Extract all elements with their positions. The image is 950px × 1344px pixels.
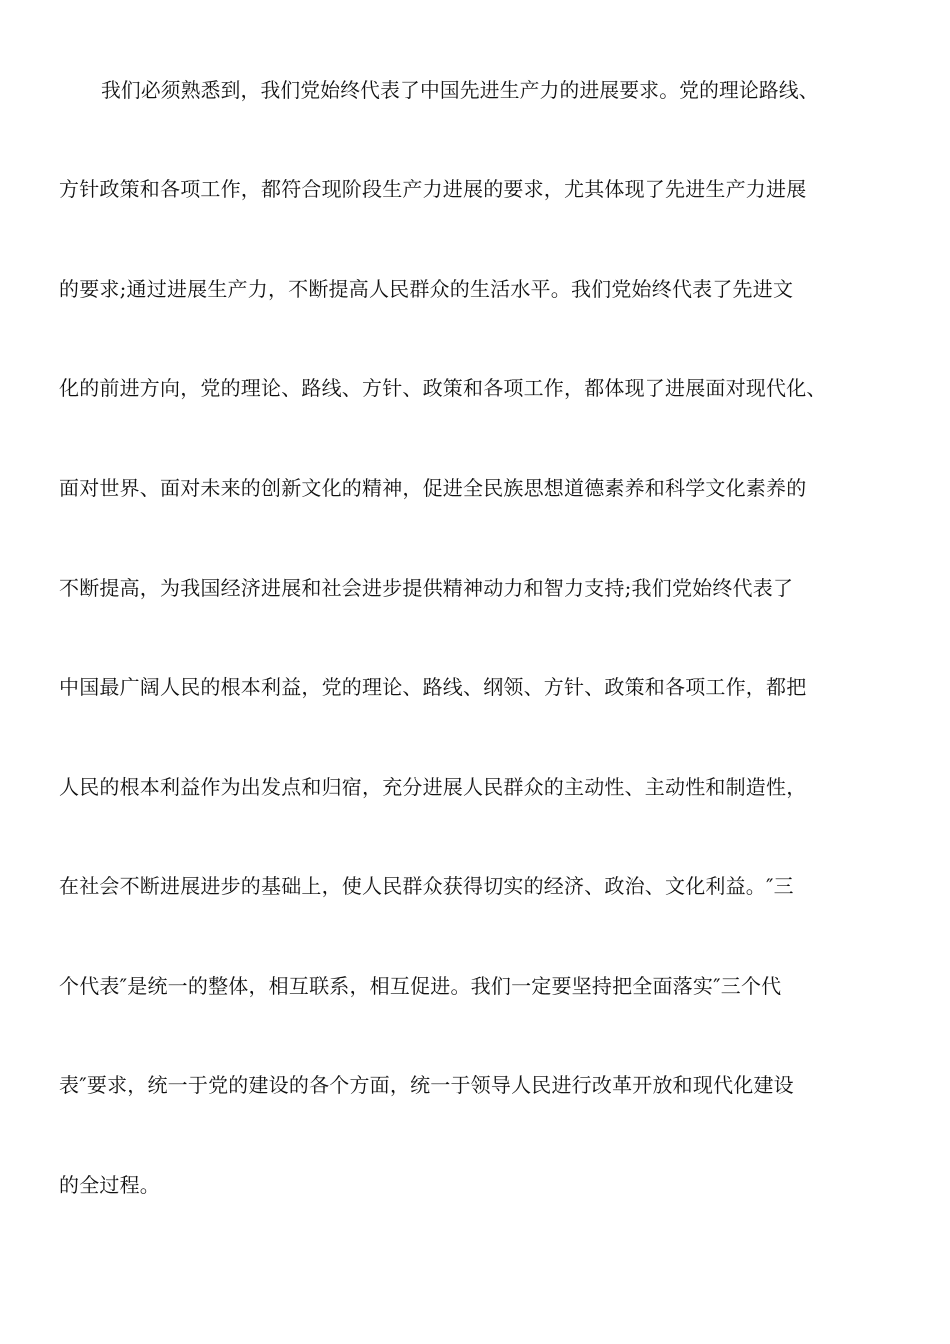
paragraph-line: 中国最广阔人民的根本利益，党的理论、路线、纲领、方针、政策和各项工作，都把: [59, 675, 807, 699]
paragraph-line: 方针政策和各项工作，都符合现阶段生产力进展的要求，尤其体现了先进生产力进展: [59, 177, 807, 201]
paragraph-line: 在社会不断进展进步的基础上，使人民群众获得切实的经济、政治、文化利益。″三: [59, 874, 794, 898]
paragraph-line: 的要求;通过进展生产力，不断提高人民群众的生活水平。我们党始终代表了先进文: [59, 277, 794, 301]
paragraph-line: 化的前进方向，党的理论、路线、方针、政策和各项工作，都体现了进展面对现代化、: [59, 376, 827, 400]
paragraph-line: 人民的根本利益作为出发点和归宿，充分进展人民群众的主动性、主动性和制造性，: [59, 775, 807, 799]
paragraph-line: 表″要求，统一于党的建设的各个方面，统一于领导人民进行改革开放和现代化建设: [59, 1073, 794, 1097]
paragraph-line: 的全过程。: [59, 1173, 160, 1197]
paragraph-line: 我们必须熟悉到，我们党始终代表了中国先进生产力的进展要求。党的理论路线、: [101, 78, 819, 102]
paragraph-line: 个代表″是统一的整体，相互联系，相互促进。我们一定要坚持把全面落实″三个代: [59, 974, 782, 998]
paragraph-line: 不断提高，为我国经济进展和社会进步提供精神动力和智力支持;我们党始终代表了: [59, 576, 794, 600]
paragraph-line: 面对世界、面对未来的创新文化的精神，促进全民族思想道德素养和科学文化素养的: [59, 476, 807, 500]
